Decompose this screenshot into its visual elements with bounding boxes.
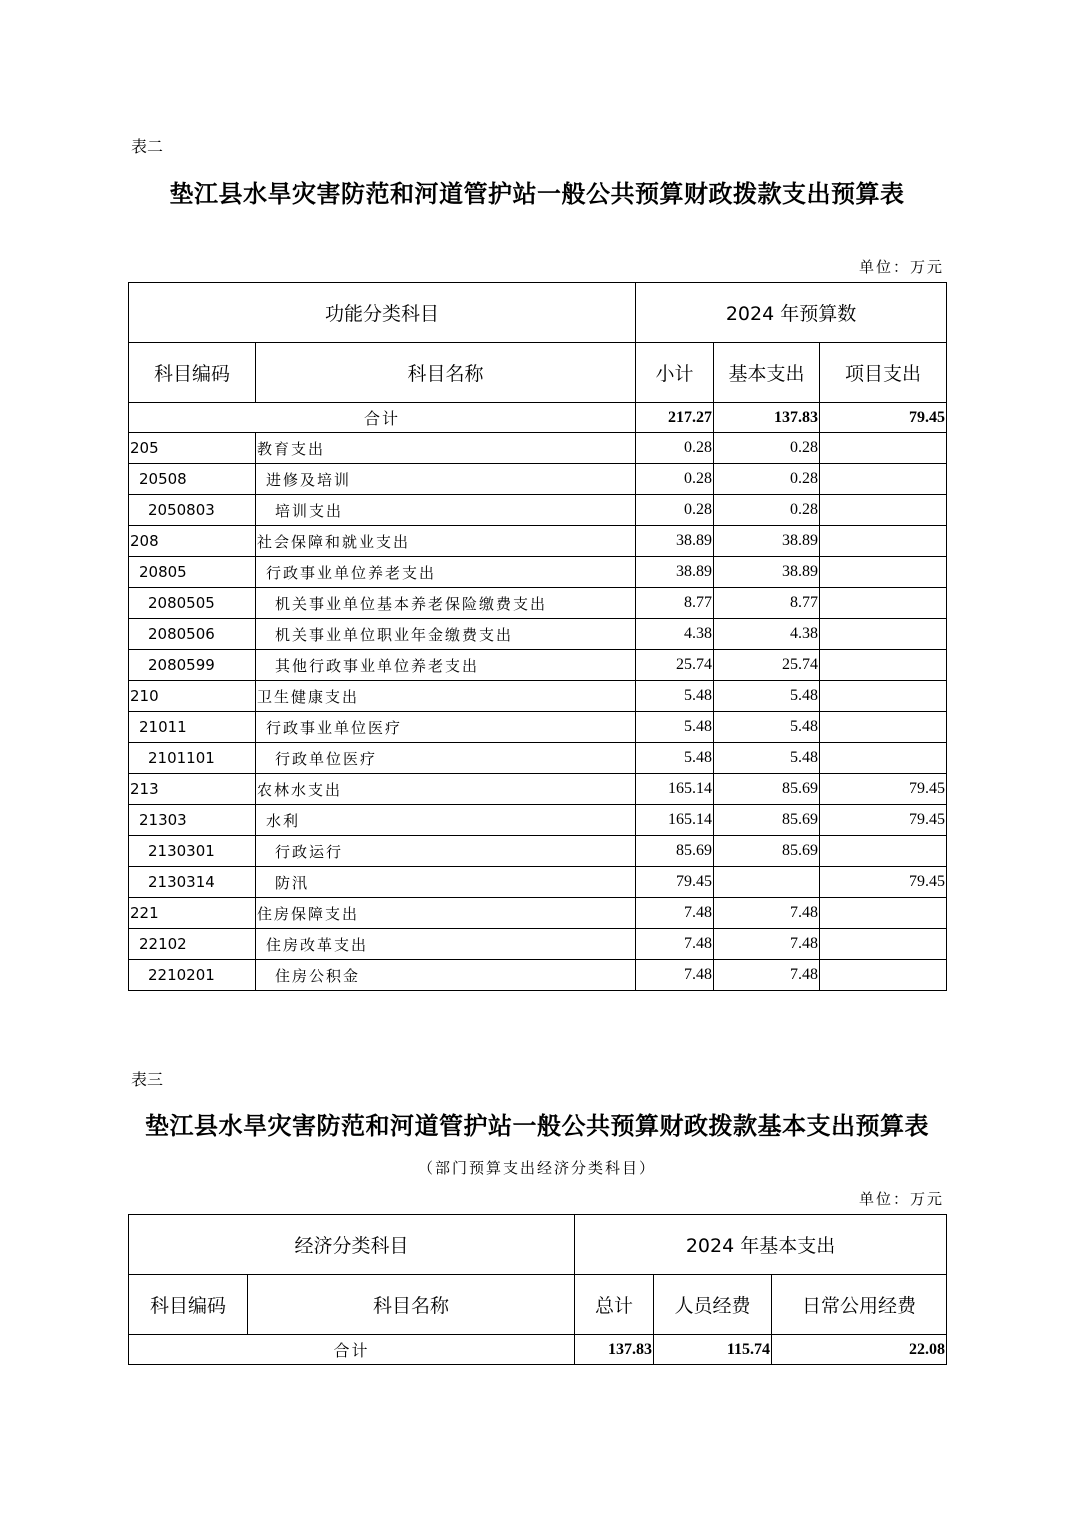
row-basic: 7.48 [714,929,820,960]
row-code: 2210201 [129,960,256,991]
table2-title: 垫江县水旱灾害防范和河道管护站一般公共预算财政拨款支出预算表 [169,179,905,208]
row-project: 79.45 [820,805,947,836]
table3-header-code: 科目编码 [129,1275,248,1335]
row-name: 农林水支出 [256,774,636,805]
row-subtotal: 38.89 [636,557,714,588]
row-subtotal: 7.48 [636,929,714,960]
row-code: 2130301 [129,836,256,867]
row-project [820,960,947,991]
row-name: 防汛 [256,867,636,898]
table2-label: 表二 [131,137,164,156]
row-basic: 4.38 [714,619,820,650]
row-project [820,464,947,495]
table-row [129,774,947,805]
row-subtotal: 5.48 [636,681,714,712]
row-code: 2050803 [129,495,256,526]
row-name: 住房公积金 [256,960,636,991]
row-project: 79.45 [820,867,947,898]
row-code: 20508 [129,464,256,495]
row-name: 机关事业单位职业年金缴费支出 [256,619,636,650]
table-row [129,960,947,991]
row-code: 221 [129,898,256,929]
row-subtotal: 7.48 [636,960,714,991]
table3-total-personnel: 115.74 [654,1335,772,1365]
row-subtotal: 165.14 [636,774,714,805]
table-row [129,495,947,526]
row-name: 行政事业单位医疗 [256,712,636,743]
table3-label: 表三 [131,1070,164,1089]
row-basic: 25.74 [714,650,820,681]
table2-total-label: 合计 [129,403,636,433]
row-code: 210 [129,681,256,712]
table-row [129,464,947,495]
row-code: 2130314 [129,867,256,898]
row-project [820,557,947,588]
row-name: 水利 [256,805,636,836]
row-basic: 8.77 [714,588,820,619]
table-row [129,526,947,557]
table2-header-budget-2024: 2024 年预算数 [636,283,947,343]
table3-header-economic-category: 经济分类科目 [129,1215,575,1275]
row-subtotal: 5.48 [636,712,714,743]
table2-total-subtotal: 217.27 [636,403,714,433]
row-code: 2101101 [129,743,256,774]
row-project [820,619,947,650]
table3-header-basic-2024: 2024 年基本支出 [575,1215,947,1275]
table-row [129,743,947,774]
row-basic: 85.69 [714,774,820,805]
row-code: 213 [129,774,256,805]
row-basic: 85.69 [714,836,820,867]
table2 [128,282,947,991]
row-code: 2080505 [129,588,256,619]
table3-header-personnel: 人员经费 [654,1275,772,1335]
table-row [129,805,947,836]
table-row [129,681,947,712]
table3-subtitle: （部门预算支出经济分类科目） [417,1159,656,1177]
table-row [129,867,947,898]
row-basic: 5.48 [714,743,820,774]
table-row [129,619,947,650]
table2-unit: 单位：万元 [858,258,944,276]
table3-total-public: 22.08 [772,1335,947,1365]
row-basic: 7.48 [714,898,820,929]
row-name: 其他行政事业单位养老支出 [256,650,636,681]
row-project [820,743,947,774]
row-code: 205 [129,433,256,464]
row-code: 2080599 [129,650,256,681]
row-code: 208 [129,526,256,557]
row-name: 教育支出 [256,433,636,464]
table-row [129,836,947,867]
table3-unit: 单位：万元 [858,1190,944,1208]
row-subtotal: 38.89 [636,526,714,557]
row-project [820,650,947,681]
table2-header-code: 科目编码 [129,343,256,403]
row-basic: 38.89 [714,526,820,557]
row-code: 21011 [129,712,256,743]
row-subtotal: 7.48 [636,898,714,929]
table2-header-project: 项目支出 [820,343,947,403]
table-row [129,929,947,960]
row-name: 行政单位医疗 [256,743,636,774]
row-name: 进修及培训 [256,464,636,495]
row-basic: 38.89 [714,557,820,588]
table3-total-total: 137.83 [575,1335,654,1365]
row-subtotal: 165.14 [636,805,714,836]
table-row [129,712,947,743]
row-subtotal: 0.28 [636,433,714,464]
table2-header-basic: 基本支出 [714,343,820,403]
row-subtotal: 5.48 [636,743,714,774]
row-basic: 0.28 [714,433,820,464]
row-basic: 5.48 [714,712,820,743]
row-code: 22102 [129,929,256,960]
row-code: 20805 [129,557,256,588]
row-project [820,681,947,712]
row-name: 机关事业单位基本养老保险缴费支出 [256,588,636,619]
row-project [820,526,947,557]
table2-header-subtotal: 小计 [636,343,714,403]
row-code: 2080506 [129,619,256,650]
row-name: 培训支出 [256,495,636,526]
row-project [820,929,947,960]
table3-header-public: 日常公用经费 [772,1275,947,1335]
table2-header-functional-category: 功能分类科目 [129,283,636,343]
row-subtotal: 8.77 [636,588,714,619]
row-code: 21303 [129,805,256,836]
row-project [820,712,947,743]
row-project [820,495,947,526]
table3-header-name: 科目名称 [248,1275,575,1335]
table3-total-label: 合计 [129,1335,575,1365]
table-row [129,557,947,588]
table2-header-name: 科目名称 [256,343,636,403]
row-subtotal: 25.74 [636,650,714,681]
row-project [820,588,947,619]
row-project: 79.45 [820,774,947,805]
row-subtotal: 0.28 [636,464,714,495]
table3-header-total: 总计 [575,1275,654,1335]
row-name: 卫生健康支出 [256,681,636,712]
table3-title: 垫江县水旱灾害防范和河道管护站一般公共预算财政拨款基本支出预算表 [145,1111,929,1140]
row-basic [714,867,820,898]
table-row [129,650,947,681]
table3 [128,1214,947,1365]
table-row [129,588,947,619]
row-project [820,433,947,464]
row-name: 行政事业单位养老支出 [256,557,636,588]
row-name: 社会保障和就业支出 [256,526,636,557]
row-name: 行政运行 [256,836,636,867]
row-subtotal: 79.45 [636,867,714,898]
row-basic: 85.69 [714,805,820,836]
table2-total-basic: 137.83 [714,403,820,433]
row-subtotal: 4.38 [636,619,714,650]
table2-body [129,433,947,991]
row-project [820,836,947,867]
row-basic: 7.48 [714,960,820,991]
table-row [129,433,947,464]
row-subtotal: 0.28 [636,495,714,526]
row-subtotal: 85.69 [636,836,714,867]
row-basic: 0.28 [714,495,820,526]
row-basic: 5.48 [714,681,820,712]
row-name: 住房保障支出 [256,898,636,929]
table2-total-project: 79.45 [820,403,947,433]
row-project [820,898,947,929]
row-basic: 0.28 [714,464,820,495]
row-name: 住房改革支出 [256,929,636,960]
table-row [129,898,947,929]
